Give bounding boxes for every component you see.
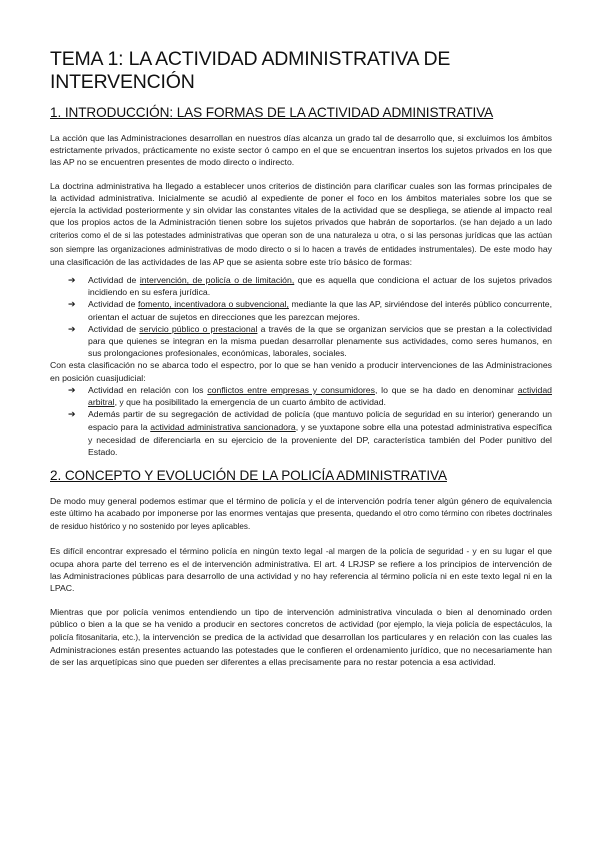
- section-2-paragraph-3: Mientras que por policía venimos entendiendo un tipo de intervención administrativa vinculada o bien al denominado orden público o bien a la que se ha venido a producir en sectores concretos de actividad (por ejemplo, la vieja policía de espectáculos, la policía fitosanitaria, etc.), la intervención se predica de la actividad que desarrollan los particulares y en relación con las cuales las Administraciones están presentes actuando las potestades que le confieren el ordenamiento jurídico, que no necesariamente han de ser las arquetípicas sino que pueden ser diferentes a ellas precisamente para no restar potencia a esa actividad.: [50, 606, 553, 668]
- underlined-term: actividad arbitral: [88, 384, 552, 408]
- arrow-bullet-icon: ➔: [68, 409, 76, 420]
- underlined-term: servicio público o prestacional: [139, 323, 258, 334]
- arrow-bullet-icon: ➔: [68, 384, 76, 395]
- activity-forms-list: [50, 274, 552, 359]
- arrow-bullet-icon: ➔: [68, 275, 76, 286]
- document-title: TEMA 1: LA ACTIVIDAD ADMINISTRATIVA DE INTERVENCIÓN: [50, 48, 451, 93]
- underlined-term: actividad administrativa sancionadora: [150, 422, 296, 433]
- section-1-paragraph-1: La acción que las Administraciones desarrollan en nuestros días alcanza un grado tal de desarrollo que, si excluimos los ámbitos estrictamente privados, prácticamente no existe sector ó campo en el que se encuentran insertos los sujetos privados en los que las AP no se encuentren presentes de modo directo o indirecto.: [50, 133, 552, 168]
- underlined-term: intervención, de policía o de limitación,: [139, 275, 295, 286]
- section-2-paragraph-1: De modo muy general podemos estimar que el término de policía y el de intervención podría tener algún género de equivalencia este último ha acabado por imponerse por las enormes ventajas que presenta, quedando el otro como término con ribetes doctrinales de residuo histórico y no sostenido por leyes aplicables.: [50, 496, 552, 532]
- list-item: ➔ Actividad de fomento, incentivadora o subvencional, mediante la que las AP, sirviéndose del interés público concurrente, orientan el actuar de sujetos en direcciones que les parezcan mejores.: [68, 299, 552, 322]
- list-item: ➔ Además partir de su segregación de actividad de policía (que mantuvo policía de seguridad en su interior) generando un espacio para la actividad administrativa sancionadora, y se yuxtapone sobre ella una potestad administrativa específica y necesidad de diferenciarla en su ejercicio de la proveniente del DP, característica también del Poder punitivo del Estado.: [68, 409, 552, 457]
- section-1-heading: 1. INTRODUCCIÓN: LAS FORMAS DE LA ACTIVIDAD ADMINISTRATIVA: [50, 105, 494, 120]
- list-item: ➔ Actividad en relación con los conflictos entre empresas y consumidores, lo que se ha dado en denominar actividad arbitral, y que ha posibilitado la emergencia de un cuarto ámbito de actividad.: [68, 384, 552, 408]
- section-1-paragraph-2: [50, 180, 552, 268]
- list-item: ➔ Actividad de intervención, de policía o de limitación, que es aquella que condiciona el actuar de los sujetos privados incidiendo en su esfera jurídica.: [68, 275, 552, 298]
- quasi-judicial-list: [50, 384, 552, 458]
- underlined-term: fomento, incentivadora o subvencional,: [137, 299, 289, 310]
- paragraph-2-main-text: La doctrina administrativa ha llegado a establecer unos criterios de distinción para clarificar cuales son las formas principales de la actividad administrativa. Inicialmente se acudió al expediente de poner el foco en los ámbitos materiales sobre los que se ejercía la actividad posteriormente y sin olvidar las constantes vitales de la actividad que se despliega, se atiende al impacto real que los propios actos de la Administración tienen sobre los sujetos privados que habrán de soportarlos.: [50, 180, 552, 228]
- section-2-paragraph-2: Es difícil encontrar expresado el término policía en ningún texto legal -al margen de la policía de seguridad - y en su lugar el que ocupa ahora parte del terreno es el de intervención administrativa. El art. 4 LRJSP se refiere a los principios de intervención de las Administraciones públicas para desarrollo de una actividad y no hay referencia al término policía ni en este texto legal ni en la LPAC.: [50, 545, 552, 594]
- paragraph-2-conclusion: De este modo hay una clasificación de las actividades de las AP que se asienta sobre este trío básico de formas:: [50, 243, 552, 267]
- arrow-bullet-icon: ➔: [68, 323, 76, 334]
- paragraph-2-aside-note: (se han dejado a un lado criterios como el de si las potestades administrativas que operan son de una naturaleza u otra, o si las personas jurídicas que las actúan son siempre las organizaciones administrativas de modo directo o si lo hacen a través de entidades instrumentales).: [50, 218, 552, 254]
- list-item: ➔ Actividad de servicio público o prestacional a través de la que se organizan servicios que se prestan a la colectividad para que quienes se integran en la misma puedan desarrollar plenamente sus actividades, como seres humanos, en sus prolongaciones profesionales, económicas, laborales, sociales.: [68, 323, 552, 359]
- section-1-paragraph-3: Con esta clasificación no se abarca todo el espectro, por lo que se han venido a producir intervenciones de las Administraciones en posición cuasijudicial:: [50, 360, 552, 383]
- underlined-term: conflictos entre empresas y consumidores: [207, 384, 375, 395]
- arrow-bullet-icon: ➔: [68, 299, 76, 310]
- section-2-heading: 2. CONCEPTO Y EVOLUCIÓN DE LA POLICÍA ADMINISTRATIVA: [50, 468, 447, 484]
